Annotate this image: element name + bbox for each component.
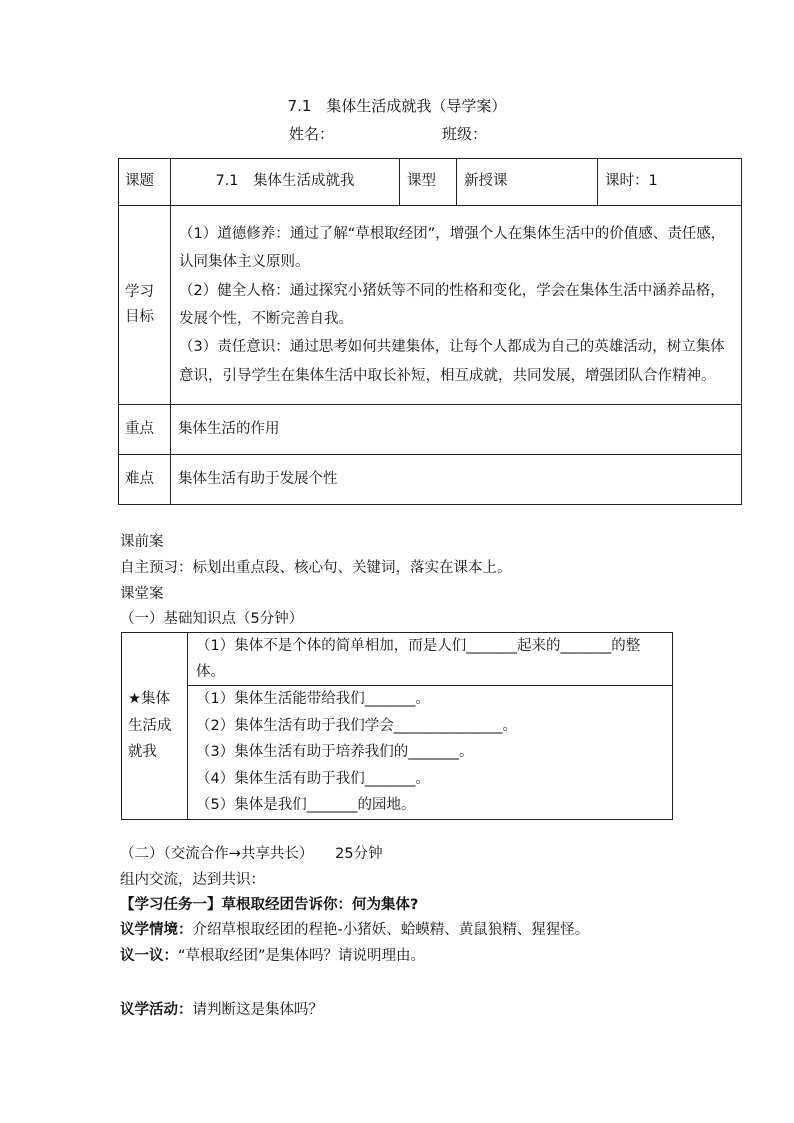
situation-line bbox=[120, 918, 589, 939]
knowledge-table bbox=[121, 632, 673, 820]
basic-knowledge-heading: （一）基础知识点（5分钟） bbox=[120, 611, 304, 627]
knowledge-item: （2）集体生活有助于我们学会_______________。 bbox=[196, 717, 517, 734]
hours-value: 课时：1 bbox=[598, 159, 742, 206]
goal-1: （1）道德修养：通过了解“草根取经团”，增强个人在集体生活中的价值感、责任感，认同集体主义原则。 bbox=[179, 226, 726, 271]
activity-label: 议学活动： bbox=[120, 1002, 193, 1018]
lesson-info-table bbox=[118, 158, 742, 505]
key-label: 重点 bbox=[119, 405, 171, 455]
goals-cell bbox=[171, 206, 742, 405]
in-class-heading: 课堂案 bbox=[120, 586, 164, 602]
difficult-value: 集体生活有助于发展个性 bbox=[171, 455, 742, 505]
discuss-text: “草根取经团”是集体吗？请说明理由。 bbox=[178, 948, 426, 964]
knowledge-item: （4）集体生活有助于我们_______。 bbox=[196, 770, 430, 787]
knowledge-item: （5）集体是我们_______的园地。 bbox=[196, 797, 416, 814]
discuss-label: 议一议： bbox=[120, 948, 178, 964]
class-label: 班级： bbox=[442, 125, 488, 143]
type-label: 课型 bbox=[400, 159, 457, 206]
knowledge-label: ★集体生活成就我 bbox=[122, 633, 188, 820]
name-class-line bbox=[289, 123, 487, 144]
topic-value: 7.1 集体生活成就我 bbox=[171, 159, 400, 206]
exchange-heading: （二）（交流合作→共享共长） 25分钟 bbox=[120, 846, 383, 862]
table-row bbox=[122, 686, 673, 820]
task1-heading: 【学习任务一】草根取经团告诉你：何为集体? bbox=[120, 897, 419, 913]
topic-label: 课题 bbox=[119, 159, 171, 206]
situation-text: 介绍草根取经团的程艳-小猪妖、蛤蟆精、黄鼠狼精、猩猩怪。 bbox=[192, 922, 590, 938]
activity-text: 请判断这是集体吗？ bbox=[192, 1002, 323, 1018]
table-row bbox=[122, 633, 673, 686]
pre-class-heading: 课前案 bbox=[120, 534, 164, 550]
name-label: 姓名： bbox=[289, 125, 335, 143]
knowledge-items-cell bbox=[188, 686, 673, 820]
type-value: 新授课 bbox=[457, 159, 598, 206]
table-row bbox=[119, 206, 742, 405]
table-row bbox=[119, 159, 742, 206]
goals-label: 学习目标 bbox=[119, 206, 171, 405]
goal-3: （3）责任意识：通过思考如何共建集体，让每个人都成为自己的英雄活动，树立集体意识，引导学生在集体生活中取长补短，相互成就，共同发展，增强团队合作精神。 bbox=[179, 339, 725, 384]
discuss-line bbox=[120, 944, 425, 965]
self-study-text: 自主预习：标划出重点段、核心句、关键词，落实在课本上。 bbox=[120, 560, 512, 576]
knowledge-item: （3）集体生活有助于培养我们的_______。 bbox=[196, 744, 474, 761]
knowledge-item-concept: （1）集体不是个体的简单相加，而是人们_______起来的_______的整体。 bbox=[188, 633, 673, 686]
key-value: 集体生活的作用 bbox=[171, 405, 742, 455]
group-exchange-text: 组内交流，达到共识： bbox=[120, 872, 265, 888]
table-row bbox=[119, 405, 742, 455]
activity-line bbox=[120, 998, 323, 1019]
difficult-label: 难点 bbox=[119, 455, 171, 505]
table-row bbox=[119, 455, 742, 505]
goal-2: （2）健全人格：通过探究小猪妖等不同的性格和变化，学会在集体生活中涵养品格，发展个性，不断完善自我。 bbox=[179, 282, 725, 327]
page-title: 7.1 集体生活成就我（导学案） bbox=[287, 97, 507, 115]
knowledge-item: （1）集体生活能带给我们_______。 bbox=[196, 691, 430, 708]
situation-label: 议学情境： bbox=[120, 922, 193, 938]
